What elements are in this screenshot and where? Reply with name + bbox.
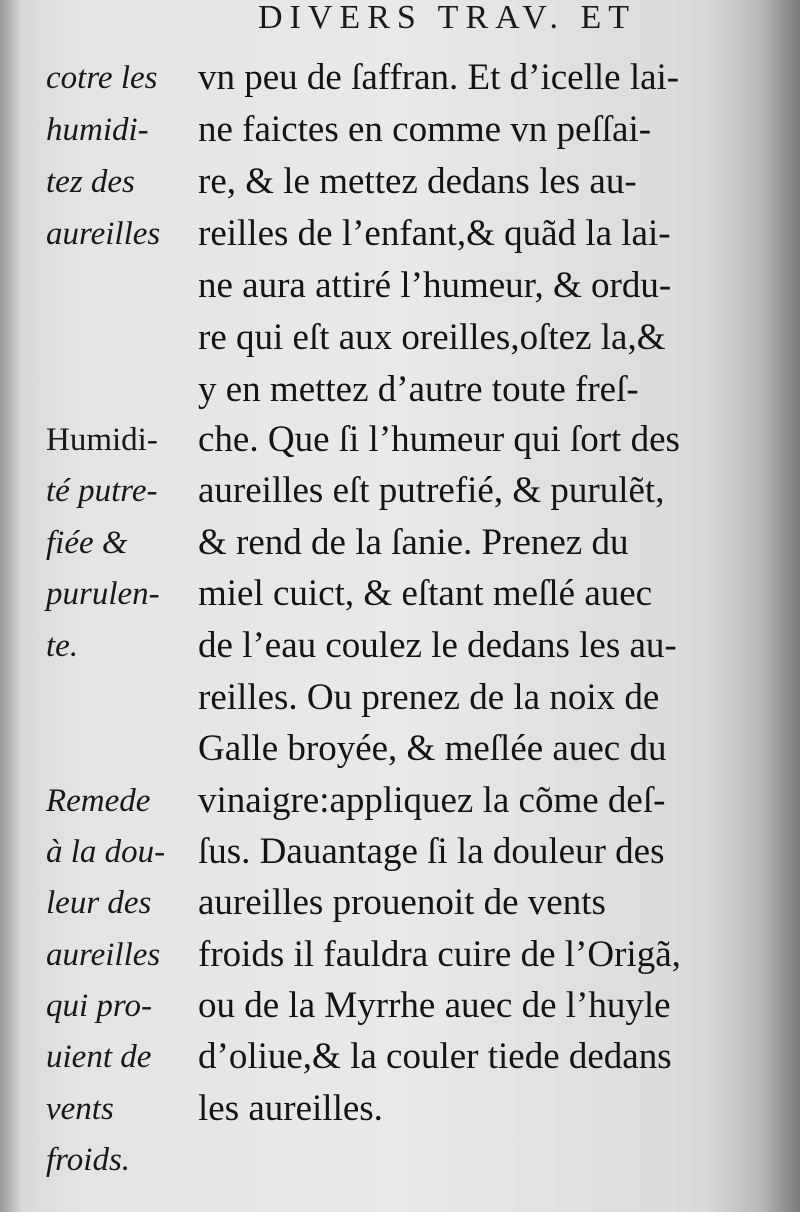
running-head: DIVERS TRAV. ET	[258, 0, 636, 36]
text-line-20: d’oliue,& la couler tiede dedans	[198, 1036, 672, 1077]
text-line-9: aureilles eſt putrefié, & purulẽt,	[198, 470, 665, 511]
text-line-4: reilles de l’enfant,& quãd la lai-	[198, 213, 671, 254]
marginal-note-12: leur des	[46, 885, 152, 921]
text-line-3: re, & le mettez dedans les au-	[198, 161, 637, 202]
text-line-8: che. Que ſi l’humeur qui ſort des	[198, 419, 680, 460]
marginal-note-8: purulen-	[46, 576, 160, 612]
text-line-12: de l’eau coulez le dedans les au-	[198, 625, 677, 666]
text-line-2: ne faictes en comme vn peſſai-	[198, 109, 652, 150]
text-line-18: froids il fauldra cuire de l’Origã,	[198, 934, 681, 975]
text-line-13: reilles. Ou prenez de la noix de	[198, 677, 660, 718]
marginal-note-4: aureilles	[46, 216, 161, 252]
text-line-7: y en mettez d’autre toute freſ-	[198, 369, 639, 410]
marginal-note-15: uient de	[46, 1039, 152, 1075]
text-line-11: miel cuict, & eſtant meſlé auec	[198, 573, 653, 614]
page-gutter-shadow	[0, 0, 22, 1212]
marginal-note-2: humidi-	[46, 112, 149, 148]
marginal-note-14: qui pro-	[46, 988, 153, 1024]
marginal-note-11: à la dou-	[46, 834, 166, 870]
marginal-note-5: Humidi-	[46, 422, 158, 458]
text-line-14: Galle broyée, & meſlée auec du	[198, 728, 667, 769]
text-line-6: re qui eſt aux oreilles,oſtez la,&	[198, 317, 666, 358]
text-line-19: ou de la Myrrhe auec de l’huyle	[198, 985, 671, 1026]
text-line-10: & rend de la ſanie. Prenez du	[198, 522, 629, 563]
text-line-5: ne aura attiré l’humeur, & ordu-	[198, 265, 672, 306]
text-line-15: vinaigre:appliquez la cõme deſ-	[198, 780, 666, 821]
marginal-note-7: fiée &	[46, 525, 128, 561]
marginal-note-1: cotre les	[46, 60, 158, 96]
text-line-21: les aureilles.	[198, 1088, 383, 1129]
marginal-note-10: Remede	[46, 783, 151, 819]
marginal-note-6: té putre-	[46, 473, 158, 509]
text-line-17: aureilles prouenoit de vents	[198, 882, 606, 923]
marginal-note-17: froids.	[46, 1142, 131, 1178]
marginal-note-13: aureilles	[46, 937, 161, 973]
marginal-note-9: te.	[46, 628, 79, 664]
text-line-16: ſus. Dauantage ſi la douleur des	[198, 831, 665, 872]
text-line-1: vn peu de ſaffran. Et d’icelle lai-	[198, 57, 680, 98]
marginal-note-3: tez des	[46, 164, 135, 200]
marginal-note-16: vents	[46, 1091, 114, 1127]
